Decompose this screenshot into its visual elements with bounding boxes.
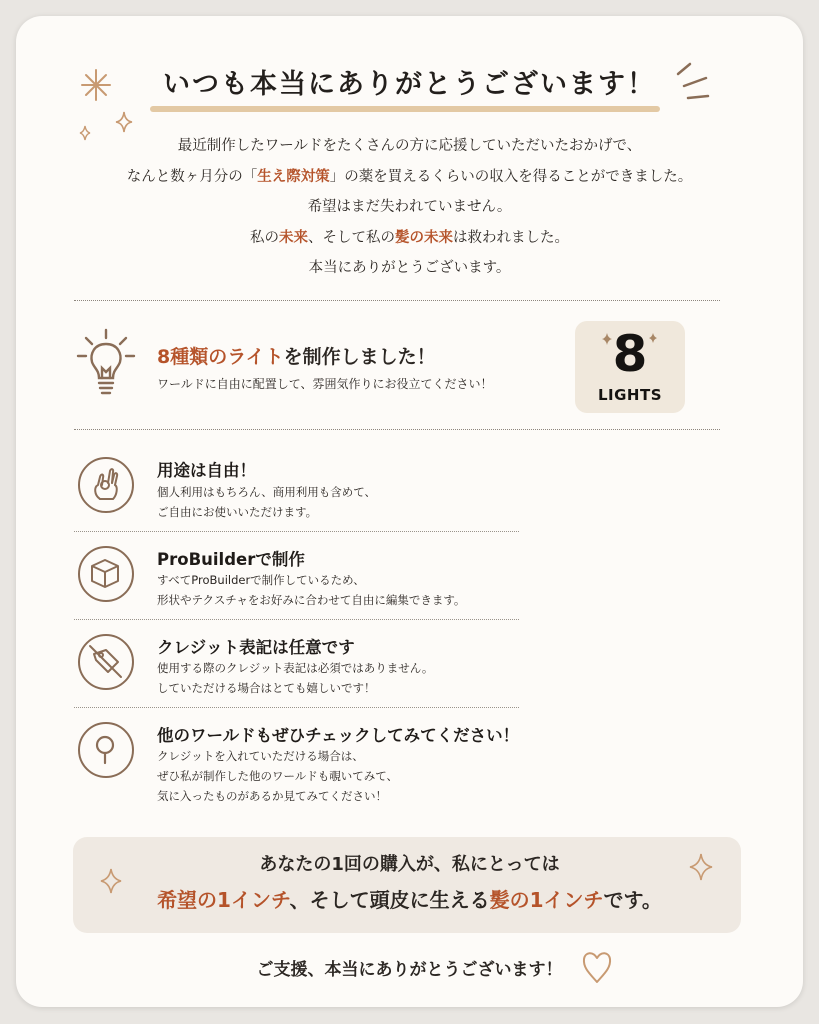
feature-desc-line: ご自由にお使いいただけます。 [157,505,318,519]
light-bulb-icon [74,326,138,402]
lights-heading-accent: 8種類のライト [157,346,284,368]
intro-line-5: 本当にありがとうございます。 [308,260,511,276]
feature-desc-line: 気に入ったものがあるか見てみてください！ [157,789,387,803]
badge-label: LIGHTS [597,386,663,404]
title-underline [150,106,660,112]
feature-title: クレジット表記は任意です [157,638,355,657]
intro-text [16,131,803,284]
feature-icon-circle [78,546,134,602]
intro-line-2b: 」の薬を買えるくらいの収入を得ることができました。 [329,168,693,185]
intro-line-3: 希望はまだ失われていません。 [307,199,512,215]
banner-highlight-hope: 希望の1インチ [157,888,290,912]
banner-text: 、そして頭皮に生える [289,888,490,912]
feature-icon-circle [78,634,134,690]
feature-desc-line: していただける場合はとても嬉しいです！ [157,681,376,695]
feature-title: ProBuilderで制作 [157,550,305,569]
banner-text-end: です。 [603,888,662,912]
feature-divider [74,531,519,532]
feature-desc [157,746,398,806]
lights-subtitle: ワールドに自由に配置して、雰囲気作りにお役立てください！ [157,377,493,391]
lights-heading [157,342,436,369]
feature-desc-line: ぜひ私が制作した他のワールドも覗いてみて、 [157,769,399,783]
feature-desc [157,570,465,610]
heart-icon [580,946,614,986]
divider [74,300,720,301]
intro-highlight-hair-future: 髪の未来 [395,229,453,246]
intro-highlight-hairline: 生え際対策 [257,168,330,185]
feature-title: 用途は自由！ [157,461,256,480]
banner-line-1: あなたの1回の購入が、私にとっては [259,854,560,875]
cube-icon [80,548,131,599]
badge-number: 8 [612,325,648,383]
divider [74,429,720,430]
intro-line-4e: は救われました。 [453,229,569,246]
feature-icon-circle [78,722,134,778]
no-tag-icon [80,636,131,687]
lights-heading-rest: を制作しました！ [283,346,436,368]
feature-desc [157,482,376,522]
feature-desc-line: クレジットを入れていただける場合は、 [157,749,364,763]
feature-divider [74,707,519,708]
feature-title: 他のワールドもぜひチェックしてみてください！ [157,726,520,745]
page-title: いつも本当にありがとうございます！ [163,69,656,100]
intro-line-4c: 、そして私の [308,229,395,246]
feature-icon-circle [78,457,134,513]
intro-line-2a: なんと数ヶ月分の「 [126,168,258,185]
intro-highlight-future: 未来 [279,229,308,246]
lights-count-badge [575,321,685,413]
intro-line-1: 最近制作したワールドをたくさんの方に応援していただいたおかげで、 [177,138,642,154]
feature-desc-line: すべてProBuilderで制作しているため、 [157,573,365,587]
feature-desc-line: 使用する際のクレジット表記は必須ではありません。 [157,661,434,675]
content-card [16,16,803,1007]
thanks-message: ご支援、本当にありがとうございます！ [256,960,563,980]
intro-line-4a: 私の [250,229,279,246]
feature-desc-line: 個人利用はもちろん、商用利用も含めて、 [157,485,376,499]
feature-divider [74,619,519,620]
feature-desc [157,658,433,698]
feature-desc-line: 形状やテクスチャをお好みに合わせて自由に編集できます。 [157,593,466,607]
ok-hand-icon [80,459,131,510]
banner-highlight-hair: 髪の1インチ [489,888,604,912]
magnifier-icon [80,724,131,775]
banner-line-2 [16,884,803,913]
